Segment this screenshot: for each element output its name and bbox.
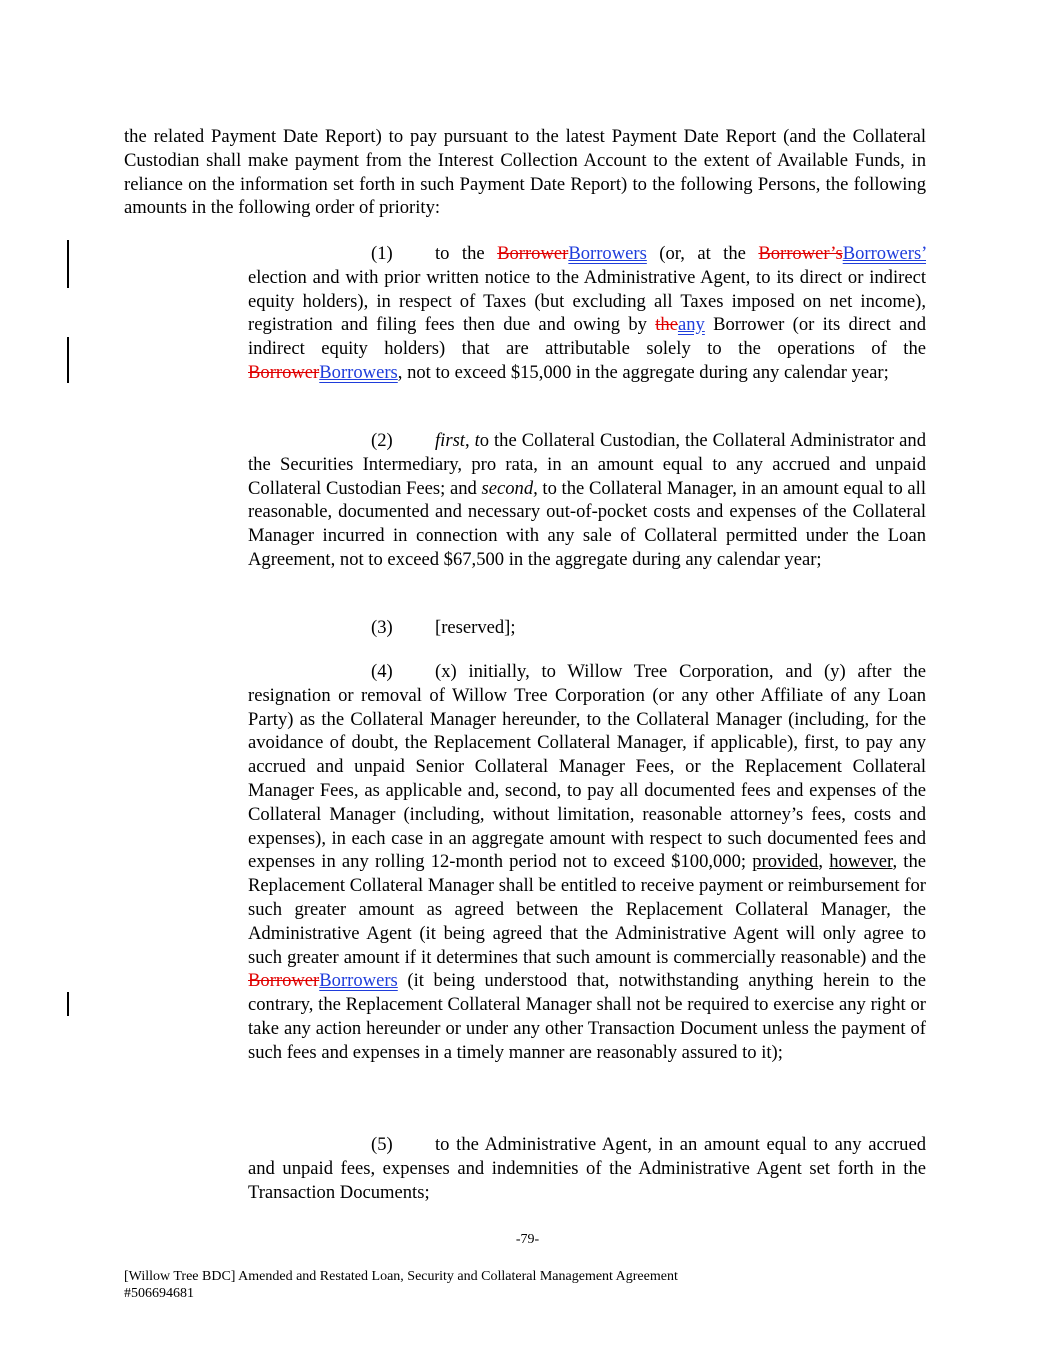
item-2-text: (2) first, to the Collateral Custodian, the Collateral Administrator and the Securities Intermediary, pro rata, in an amount equal to any accrued and unpaid Collateral Custodian Fees; and second, to the Collateral Manager, in an amount equal to all reasonable, documented and necessary out-of-pocket costs and expenses of the Collateral Manager incurred in connection with any sale of Collateral permitted under the Loan Agreement, not to exceed $67,500 in the aggregate during any calendar year;: [248, 430, 927, 570]
inserted-text: Borrowers: [319, 361, 398, 383]
inserted-text: Borrowers: [568, 243, 647, 264]
item-number: (2): [371, 430, 393, 451]
item-1-text: (1) to the BorrowerBorrowers (or, at the Borrower’sBorrowers’ election and with prior written notice to the Administrative Agent, to its direct or indirect equity holders), in respect of Taxes (but excluding all Taxes imposed on net income), registration and filing fees then due and owing by theany Borrower (or its direct and indirect equity holders) that are attributable solely to the operations of the BorrowerBorrowers, not to exceed $15,000 in the aggregate during any calendar year;: [248, 243, 926, 383]
item-3-text: (3) [reserved];: [371, 617, 516, 638]
footer-title: [Willow Tree BDC] Amended and Restated Loan, Security and Collateral Management Agreement: [124, 1269, 678, 1284]
item-4-text: (4) (x) initially, to Willow Tree Corporation, and (y) after the resignation or removal of Willow Tree Corporation (or any other Affiliate of any Loan Party) as the Collateral Manager hereunder, to the Collateral Manager (including, for the avoidance of doubt, the Replacement Collateral Manager, if applicable), first, to pay any accrued and unpaid Senior Collateral Manager Fees, or the Replacement Collateral Manager Fees, as applicable and, second, to pay all documented fees and expenses of the Collateral Manager (including, without limitation, reasonable attorney’s fees, costs and expenses), in each case in an aggregate amount with respect to such documented fees and expenses in any rolling 12-month period not to exceed $100,000; provided, however, the Replacement Collateral Manager shall be entitled to receive payment or reimbursement for such greater amount as agreed between the Replacement Collateral Manager, the Administrative Agent (it being agreed that the Administrative Agent will only agree to such greater amount if it determines that such amount is commercially reasonable) and the BorrowerBorrowers (it being understood that, notwithstanding anything herein to the contrary, the Replacement Collateral Manager shall not be required to exercise any right or take any action hereunder or under any other Transaction Document unless the payment of such fees and expenses in a timely manner are reasonably assured to it);: [248, 661, 927, 1063]
item-1: [248, 242, 926, 385]
deleted-text: Borrower: [497, 243, 569, 264]
item-2: [248, 429, 926, 572]
deleted-text: the: [655, 314, 678, 336]
change-bar: [67, 240, 69, 288]
item-4: [248, 660, 926, 1065]
item-number: (5): [371, 1134, 393, 1155]
item-3: [248, 616, 926, 640]
item-number: (3): [371, 617, 393, 638]
change-bar: [67, 337, 69, 383]
footer-doc-id: #506694681: [124, 1286, 194, 1301]
item-5: [248, 1133, 926, 1204]
page-number: -79-: [515, 1232, 540, 1247]
change-bar: [67, 992, 69, 1016]
item-number: (4): [371, 661, 393, 682]
inserted-text: Borrowers: [319, 970, 398, 992]
deleted-text: Borrower: [248, 361, 320, 383]
inserted-text: any: [677, 314, 705, 336]
document-footer: [124, 1268, 678, 1302]
item-5-text: (5) to the Administrative Agent, in an amount equal to any accrued and unpaid fees, expenses and indemnities of the Administrative Agent set forth in the Transaction Documents;: [248, 1134, 926, 1203]
inserted-text: Borrowers’: [842, 243, 926, 264]
deleted-text: Borrower’s: [758, 243, 843, 264]
deleted-text: Borrower: [248, 970, 320, 992]
intro-paragraph: the related Payment Date Report) to pay pursuant to the latest Payment Date Report (and the Collateral Custodian shall make payment from the Interest Collection Account to the extent of Available Funds, in reliance on the information set forth in such Payment Date Report) to the following Persons, the following amounts in the following order of priority:: [124, 126, 926, 219]
item-number: (1): [371, 243, 393, 264]
